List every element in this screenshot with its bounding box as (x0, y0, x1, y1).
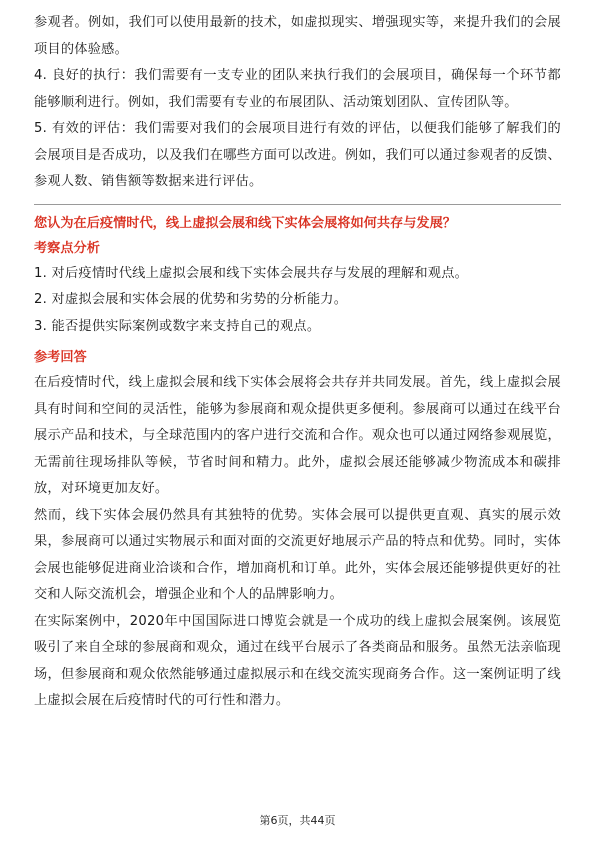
analysis-point-1: 1. 对后疫情时代线上虚拟会展和线下实体会展共存与发展的理解和观点。 (34, 265, 469, 281)
section-divider (34, 204, 561, 205)
analysis-heading: 考察点分析 (34, 240, 100, 256)
analysis-point-3: 3. 能否提供实际案例或数字来支持自己的观点。 (34, 318, 321, 334)
list-item-5: 5. 有效的评估：我们需要对我们的会展项目进行有效的评估，以便我们能够了解我们的会展项目是否成功，以及我们在哪些方面可以改进。例如，我们可以通过参观者的反馈、参观人数、销售额等数据来进行评估。 (34, 121, 561, 189)
answer-paragraph-3: 在实际案例中，2020年中国国际进口博览会就是一个成功的线上虚拟会展案例。该展览吸引了来自全球的参展商和观众，通过在线平台展示了各类商品和服务。虽然无法亲临现场，但参展商和观众依然能够通过虚拟展示和在线交流实现商务合作。这一案例证明了线上虚拟会展在后疫情时代的可行性和潜力。 (34, 613, 561, 708)
answer-heading: 参考回答 (34, 350, 87, 365)
answer-paragraph-2: 然而，线下实体会展仍然具有其独特的优势。实体会展可以提供更直观、真实的展示效果，参展商可以通过实物展示和面对面的交流更好地展示产品的特点和优势。同时，实体会展也能够促进商业洽谈和合作，增加商机和订单。此外，实体会展还能够提供更好的社交和人际交流机会，增强企业和个人的品牌影响力。 (34, 507, 561, 602)
page-number-footer: 第6页，共44页 (259, 814, 336, 827)
list-item-4: 4. 良好的执行：我们需要有一支专业的团队来执行我们的会展项目，确保每一个环节都能够顺利进行。例如，我们需要有专业的布展团队、活动策划团队、宣传团队等。 (34, 68, 561, 110)
answer-paragraph-1: 在后疫情时代，线上虚拟会展和线下实体会展将会共存并共同发展。首先，线上虚拟会展具有时间和空间的灵活性，能够为参展商和观众提供更多便利。参展商可以通过在线平台展示产品和技术，与全球范围内的客户进行交流和合作。观众也可以通过网络参观展览，无需前往现场排队等候，节省时间和精力。此外，虚拟会展还能够减少物流成本和碳排放，对环境更加友好。 (34, 375, 561, 496)
question-heading: 您认为在后疫情时代，线上虚拟会展和线下实体会展将如何共存与发展？ (34, 215, 456, 231)
analysis-point-2: 2. 对虚拟会展和实体会展的优势和劣势的分析能力。 (34, 292, 348, 307)
page-content (34, 10, 561, 715)
intro-continuation: 参观者。例如，我们可以使用最新的技术，如虚拟现实、增强现实等，来提升我们的会展项目的体验感。 (34, 15, 561, 57)
